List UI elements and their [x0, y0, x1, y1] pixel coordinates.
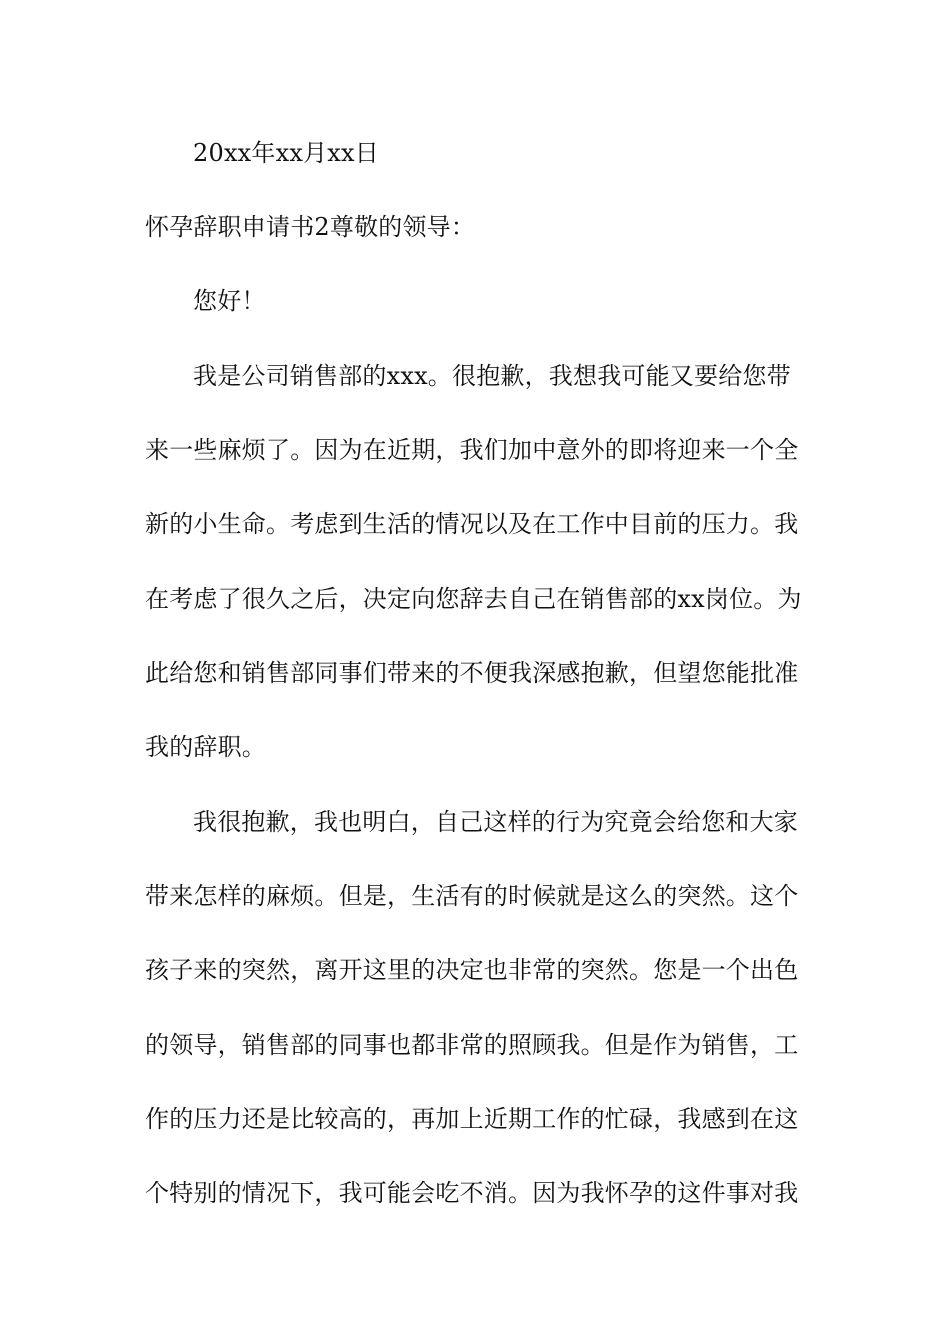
letter-heading: 怀孕辞职申请书2尊敬的领导：: [145, 213, 476, 241]
body-line: 我的辞职。: [145, 733, 266, 761]
letter-date: 20xx年xx月xx日: [193, 139, 379, 167]
body-line: 带来怎样的麻烦。但是，生活有的时候就是这么的突然。这个: [145, 882, 799, 910]
body-line: 孩子来的突然，离开这里的决定也非常的突然。您是一个出色: [145, 956, 799, 984]
body-line: 新的小生命。考虑到生活的情况以及在工作中目前的压力。我: [145, 510, 799, 538]
body-line: 在考虑了很久之后，决定向您辞去自己在销售部的xx岗位。为: [145, 585, 802, 613]
body-line: 作的压力还是比较高的，再加上近期工作的忙碌，我感到在这: [145, 1105, 799, 1133]
body-line: 我很抱歉，我也明白，自己这样的行为究竟会给您和大家: [193, 808, 798, 836]
letter-greeting: 您好！: [193, 287, 266, 315]
body-line: 个特别的情况下，我可能会吃不消。因为我怀孕的这件事对我: [145, 1179, 799, 1207]
body-line: 的领导，销售部的同事也都非常的照顾我。但是作为销售，工: [145, 1031, 799, 1059]
body-line: 我是公司销售部的xxx。很抱歉，我想我可能又要给您带: [193, 362, 791, 390]
body-line: 此给您和销售部同事们带来的不便我深感抱歉，但望您能批准: [145, 659, 799, 687]
body-line: 来一些麻烦了。因为在近期，我们加中意外的即将迎来一个全: [145, 436, 799, 464]
